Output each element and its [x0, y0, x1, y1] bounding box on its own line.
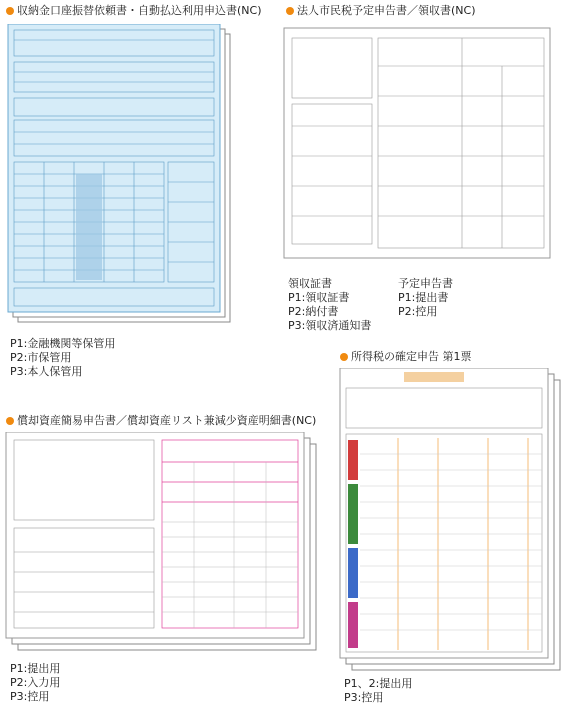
bullet-icon [6, 417, 14, 425]
caption-municipal-tax-return: 予定申告書 P1:提出書 P2:控用 [398, 277, 453, 318]
bullet-icon [6, 7, 14, 15]
form-image-municipal-tax [282, 26, 554, 264]
form-image-account-transfer [4, 24, 236, 324]
bullet-icon [340, 353, 348, 361]
caption-municipal-tax-receipt: 領収証書 P1:領収証書 P2:納付書 P3:領収済通知書 [288, 277, 372, 332]
section-title-depreciable-assets: 償却資産簡易申告書／償却資産リスト兼減少資産明細書(NC) [6, 414, 316, 428]
section-title-municipal-tax: 法人市民税予定申告書／領収書(NC) [286, 4, 476, 18]
bullet-icon [286, 7, 294, 15]
caption-account-transfer: P1:金融機関等保管用 P2:市保管用 P3:本人保管用 [10, 337, 116, 378]
section-title-income-tax: 所得税の確定申告 第1票 [340, 350, 472, 364]
section-title-account-transfer: 収納金口座振替依頼書・自動払込利用申込書(NC) [6, 4, 262, 18]
caption-depreciable-assets: P1:提出用 P2:入力用 P3:控用 [10, 662, 61, 703]
caption-income-tax: P1、2:提出用 P3:控用 [344, 677, 413, 704]
form-image-depreciable-assets [4, 432, 320, 654]
form-image-income-tax [338, 368, 564, 672]
